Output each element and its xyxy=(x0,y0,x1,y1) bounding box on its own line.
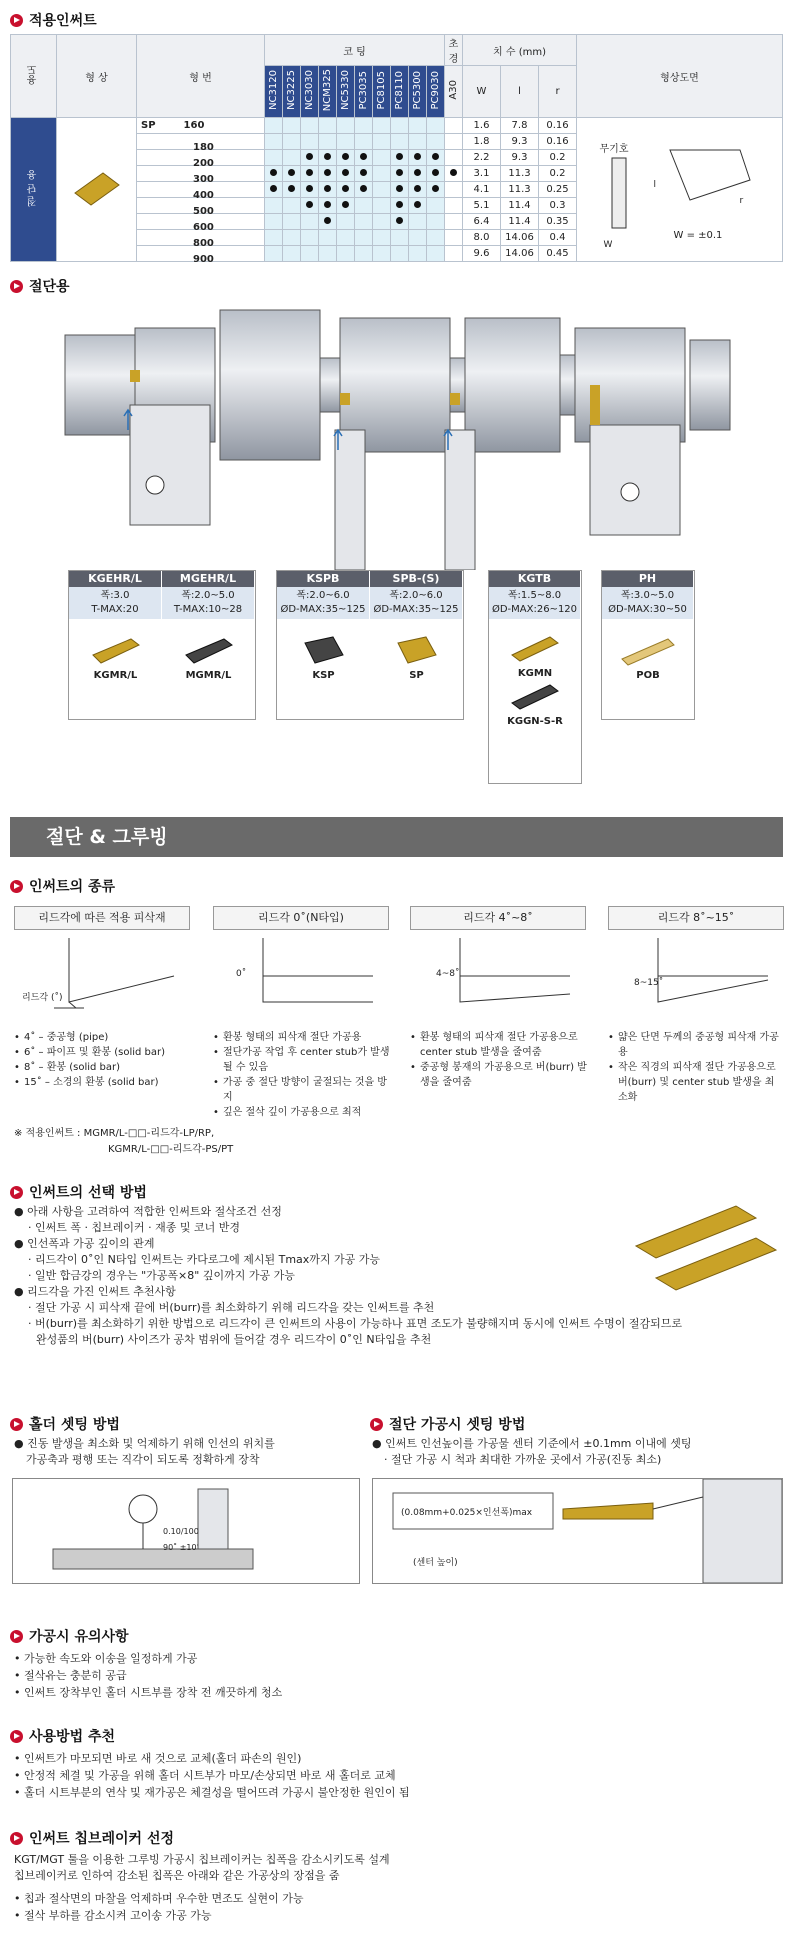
care-list xyxy=(14,1650,282,1701)
arrow-icon xyxy=(10,1418,23,1431)
list-item: • 절삭 부하를 감소시켜 고이송 가공 가능 xyxy=(14,1907,304,1924)
dim-value: 0.3 xyxy=(539,198,577,214)
dim-value: 2.2 xyxy=(463,150,501,166)
list-item: • 8˚ – 환봉 (solid bar) xyxy=(14,1060,194,1075)
spec-row xyxy=(11,118,783,134)
dim-value: 14.06 xyxy=(501,230,539,246)
section-title-recommend: 사용방법 추천 xyxy=(10,1726,115,1746)
dim-value: 1.6 xyxy=(463,118,501,134)
dim-header: r xyxy=(539,66,577,118)
model-number: 500 xyxy=(193,205,214,217)
availability-dot xyxy=(414,185,421,192)
dim-value: 0.16 xyxy=(539,134,577,150)
dim-value: 1.8 xyxy=(463,134,501,150)
dim-value: 0.16 xyxy=(539,118,577,134)
arrow-icon xyxy=(10,280,23,293)
availability-dot xyxy=(306,169,313,176)
arrow-icon xyxy=(10,1730,23,1743)
model-number: 400 xyxy=(193,189,214,201)
cutoff-diagram xyxy=(50,300,750,570)
list-item: • 얇은 단면 두께의 중공형 피삭재 가공용 xyxy=(608,1030,783,1060)
holder-card-kspb: KSPB SPB-(S) 폭:2.0~6.0 ØD-MAX:35~125 폭:2.0~6.0 ØD-MAX:35~125 KSP SP xyxy=(276,570,464,720)
mgmr-insert-icon xyxy=(184,633,234,667)
availability-dot xyxy=(396,169,403,176)
dim-value: 9.6 xyxy=(463,246,501,262)
list-item: • 환봉 형태의 피삭재 절단 가공용 xyxy=(213,1030,393,1045)
draw-label: 무기호 xyxy=(599,143,629,155)
availability-dot xyxy=(414,153,421,160)
availability-dot xyxy=(432,153,439,160)
model-number: 900 xyxy=(193,253,214,265)
availability-dot xyxy=(342,201,349,208)
dim-value: 0.25 xyxy=(539,182,577,198)
banner-cut-grooving: 절단 & 그루빙 xyxy=(10,817,783,857)
grade-label: NC5330 xyxy=(340,70,351,110)
ksp-insert-icon xyxy=(299,633,349,667)
list-item: • 절단가공 작업 후 center stub가 발생될 수 있음 xyxy=(213,1045,393,1075)
spec-table: 용도 형 상 형 번 코 팅 초경 치 수 (mm) 형상도면 NC3120 NC3225 NC3030 NCM325 NC5330 PC3035 PC8105 PC8110 PC5300 PC9030 A30 W l r 절 단 용 SP 160 1.6 7.8 0.16 무기호 W l r W = ±0.1 180 1.8 9.3 0.16 200 2.2 9.3 0.2 300 3.1 11.3 0.2 400 4.1 11.3 0.25 500 5.1 11.4 0.3 600 6.4 11.4 0.35 800 8.0 14.06 0.4 900 9.6 14.06 0.45 xyxy=(10,34,783,262)
availability-dot xyxy=(306,201,313,208)
pob-insert-icon xyxy=(618,633,678,667)
availability-dot xyxy=(270,185,277,192)
availability-dot xyxy=(432,169,439,176)
availability-dot xyxy=(324,185,331,192)
dim-value: 4.1 xyxy=(463,182,501,198)
list-item: • 칩과 절삭면의 마찰을 억제하며 우수한 면조도 실현이 가능 xyxy=(14,1890,304,1907)
model-number: 160 xyxy=(183,120,205,131)
model-number: 300 xyxy=(193,173,214,185)
availability-dot xyxy=(342,169,349,176)
dim-value: 0.35 xyxy=(539,214,577,230)
list-item: • 중공형 봉재의 가공용으로 버(burr) 발생을 줄여줌 xyxy=(410,1060,590,1090)
availability-dot xyxy=(306,185,313,192)
list-item: • 인써트가 마모되면 바로 새 것으로 교체(홀더 파손의 원인) xyxy=(14,1750,410,1767)
list-item: • 깊은 절삭 깊이 가공용으로 최적 xyxy=(213,1105,393,1120)
grade-label: NC3225 xyxy=(286,70,297,110)
model-number: 200 xyxy=(193,157,214,169)
dim-value: 9.3 xyxy=(501,134,539,150)
dim-header: l xyxy=(501,66,539,118)
availability-dot xyxy=(324,169,331,176)
type-tab-8-15: 리드각 8˚~15˚ xyxy=(608,906,784,930)
availability-dot xyxy=(432,185,439,192)
sp-insert-icon xyxy=(392,633,442,667)
arrow-icon xyxy=(10,1630,23,1643)
grade-label: PC5300 xyxy=(412,70,423,110)
draw-r: r xyxy=(739,195,744,206)
list-item: • 4˚ – 중공형 (pipe) xyxy=(14,1030,194,1045)
dim-value: 0.4 xyxy=(539,230,577,246)
draw-tolerance: W = ±0.1 xyxy=(673,229,723,241)
type-tab-lead-angle: 리드각에 따른 적용 피삭재 xyxy=(14,906,190,930)
dim-value: 11.3 xyxy=(501,166,539,182)
list-item: • 6˚ – 파이프 및 환봉 (solid bar) xyxy=(14,1045,194,1060)
model-number: 600 xyxy=(193,221,214,233)
availability-dot xyxy=(342,153,349,160)
grade-label: PC8105 xyxy=(376,70,387,110)
availability-dot xyxy=(414,169,421,176)
section-title-insert-types: 인써트의 종류 xyxy=(10,876,115,896)
section-title-selection: 인써트의 선택 방법 xyxy=(10,1182,147,1202)
arrow-icon xyxy=(10,1186,23,1199)
section-title-chipbreaker: 인써트 칩브레이커 선정 xyxy=(10,1828,174,1848)
list-item: • 가공 중 절단 방향이 굴절되는 것을 방지 xyxy=(213,1075,393,1105)
type-tab-n: 리드각 0˚(N타입) xyxy=(213,906,389,930)
grade-label: NC3120 xyxy=(268,70,279,110)
list-item: • 안정적 체결 및 가공을 위해 홀더 시트부가 마모/손상되면 바로 새 홀더로 교체 xyxy=(14,1767,410,1784)
recommend-list xyxy=(14,1750,410,1801)
kgmn-insert-icon xyxy=(510,631,560,665)
dim-value: 11.4 xyxy=(501,198,539,214)
select-text: ● 아래 사항을 고려하여 적합한 인써트와 절삭조건 선정 · 인써트 폭 · 칩브레이커 · 재종 및 코너 반경 ● 인선폭과 가공 깊이의 관계 · 리드각이 0˚인 N타입 인써트는 카다로그에 제시된 Tmax까지 가공 가능 · 일반 합금강의 경우는 "가공폭×8" 깊이까지 가공 가능 ● 리드각을 가진 인써트 추천사항 · 절단 가공 시 피삭재 끝에 버(burr)를 최소화하기 위해 리드각을 갖는 인써트를 추천 · 버(burr)를 최소화하기 위한 방법으로 리드각이 큰 인써트의 사용이 가능하나 표면 조도가 불량해지며 동시에 인써트 수명이 절감되므로 완성품의 버(burr) 사이즈가 공차 범위에 들어갈 경우 리드각이 0˚인 N타입을 추천 xyxy=(14,1205,683,1346)
availability-dot xyxy=(324,153,331,160)
grooving-insert-image xyxy=(626,1196,786,1296)
section-title-cutoff: 절단용 xyxy=(10,276,70,296)
section-title-applied-inserts: 적용인써트 xyxy=(10,10,97,30)
kgmr-insert-icon xyxy=(91,633,141,667)
availability-dot xyxy=(450,169,457,176)
list-item: • 15˚ – 소경의 환봉 (solid bar) xyxy=(14,1075,194,1090)
model-number: 180 xyxy=(193,141,214,153)
grade-label: PC8110 xyxy=(394,70,405,110)
availability-dot xyxy=(342,185,349,192)
holder-card-kgtb: KGTB 폭:1.5~8.0 ØD-MAX:26~120 KGMN KGGN-S-R xyxy=(488,570,582,784)
holder-setting-figure: 0.10/100 90˚ ±10' xyxy=(12,1478,360,1584)
holder-card-kgehr: KGEHR/L MGEHR/L 폭:3.0 T-MAX:20 폭:2.0~5.0 T-MAX:10~28 KGMR/L MGMR/L xyxy=(68,570,256,720)
dim-value: 7.8 xyxy=(501,118,539,134)
availability-dot xyxy=(270,169,277,176)
cut-setting-figure: (0.08mm+0.025×인선폭)max (센터 높이) xyxy=(372,1478,783,1584)
availability-dot xyxy=(360,153,367,160)
holder-card-ph: PH 폭:3.0~5.0 ØD-MAX:30~50 POB xyxy=(601,570,695,720)
grade-label: A30 xyxy=(448,80,459,100)
arrow-icon xyxy=(10,880,23,893)
availability-dot xyxy=(396,185,403,192)
section-title-care: 가공시 유의사항 xyxy=(10,1626,129,1646)
list-item: • 홀더 시트부분의 연삭 및 재가공은 체결성을 떨어뜨려 가공시 불안정한 원인이 됨 xyxy=(14,1784,410,1801)
availability-dot xyxy=(396,201,403,208)
dim-value: 5.1 xyxy=(463,198,501,214)
chip-list xyxy=(14,1890,304,1924)
grade-label: PC9030 xyxy=(430,70,441,110)
availability-dot xyxy=(396,153,403,160)
dim-value: 11.3 xyxy=(501,182,539,198)
dim-value: 8.0 xyxy=(463,230,501,246)
series-label: SP xyxy=(141,120,156,131)
section-title-holder-setting: 홀더 셋팅 방법 xyxy=(10,1414,120,1434)
list-item: • 인써트 장착부인 홀더 시트부를 장착 전 깨끗하게 청소 xyxy=(14,1684,282,1701)
n-type-list xyxy=(213,1030,393,1120)
grade-label: NC3030 xyxy=(304,70,315,110)
availability-dot xyxy=(324,217,331,224)
availability-dot xyxy=(324,201,331,208)
dim-value: 14.06 xyxy=(501,246,539,262)
arrow-icon xyxy=(10,14,23,27)
arrow-icon xyxy=(10,1832,23,1845)
availability-dot xyxy=(360,185,367,192)
availability-dot xyxy=(360,169,367,176)
section-title-cut-setting: 절단 가공시 셋팅 방법 xyxy=(370,1414,525,1434)
availability-dot xyxy=(306,153,313,160)
list-item: • 작은 직경의 피삭재 절단 가공용으로 버(burr) 및 center stub 발생을 최소화 xyxy=(608,1060,783,1105)
use-label: 절 단 용 xyxy=(28,169,39,207)
lead-4-8-list xyxy=(410,1030,590,1090)
draw-w: W xyxy=(603,239,613,250)
dim-value: 0.45 xyxy=(539,246,577,262)
dim-value: 6.4 xyxy=(463,214,501,230)
availability-dot xyxy=(414,201,421,208)
lead-8-15-list xyxy=(608,1030,783,1105)
type-tab-4-8: 리드각 4˚~8˚ xyxy=(410,906,586,930)
arrow-icon xyxy=(370,1418,383,1431)
dim-value: 3.1 xyxy=(463,166,501,182)
dim-value: 11.4 xyxy=(501,214,539,230)
list-item: • 절삭유는 충분히 공급 xyxy=(14,1667,282,1684)
dim-value: 9.3 xyxy=(501,150,539,166)
dim-value: 0.2 xyxy=(539,166,577,182)
lead-angle-list xyxy=(14,1030,194,1090)
model-number: 800 xyxy=(193,237,214,249)
list-item: • 환봉 형태의 피삭재 절단 가공용으로 center stub 발생을 줄여줌 xyxy=(410,1030,590,1060)
grade-label: NCM325 xyxy=(322,68,333,112)
dim-header: W xyxy=(463,66,501,118)
dim-value: 0.2 xyxy=(539,150,577,166)
availability-dot xyxy=(396,217,403,224)
sp-insert-image xyxy=(67,163,127,213)
draw-l: l xyxy=(653,179,657,190)
kggn-insert-icon xyxy=(510,679,560,713)
availability-dot xyxy=(288,185,295,192)
grade-label: PC3035 xyxy=(358,70,369,110)
list-item: • 가능한 속도와 이송을 일정하게 가공 xyxy=(14,1650,282,1667)
availability-dot xyxy=(288,169,295,176)
